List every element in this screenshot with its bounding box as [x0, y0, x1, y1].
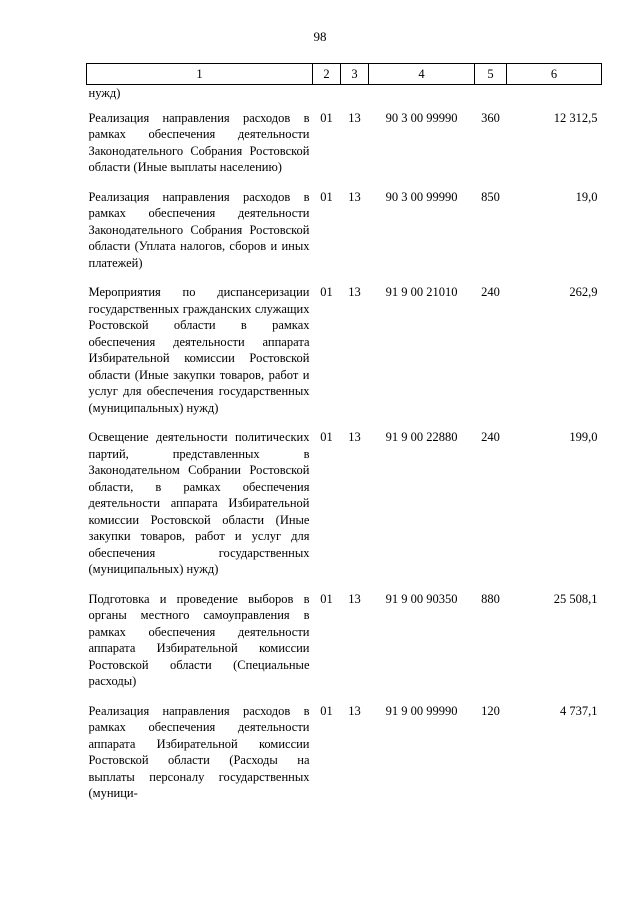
header-col-5: 5	[475, 64, 507, 85]
row-amount: 262,9	[569, 285, 598, 299]
table-row	[87, 429, 602, 591]
row-amount: 12 312,5	[553, 110, 598, 125]
row-name: Реализация направления расходов в рамках обеспечения деятельности Законодательного Собрания Ростовской области (Уплата налогов, сборов и иных платежей)	[88, 189, 310, 270]
row-expense-type: 240	[481, 430, 500, 444]
budget-table	[86, 63, 602, 815]
row-subsection: 13	[348, 110, 361, 125]
row-section: 01	[320, 703, 333, 718]
row-name: Подготовка и проведение выборов в органы местного самоуправления в рамках обеспечения деятельности аппарата Избирательной комиссии Ростовской области (Специальные расходы)	[88, 591, 310, 688]
row-amount	[507, 85, 602, 110]
row-target-code: 90 3 00 99990	[385, 189, 458, 204]
row-subsection: 13	[348, 703, 361, 718]
row-expense-type: 360	[481, 110, 500, 125]
row-name: Реализация направления расходов в рамках обеспечения деятельности Законодательного Собрания Ростовской области (Иные выплаты населению)	[88, 110, 310, 174]
row-expense-type: 240	[481, 285, 500, 299]
row-amount: 199,0	[569, 430, 598, 444]
row-section: 01	[320, 285, 333, 299]
header-col-6: 6	[507, 64, 602, 85]
row-name: нужд)	[88, 86, 121, 100]
row-section: 01	[320, 110, 333, 125]
row-name: Мероприятия по диспансеризации государственных гражданских служащих Ростовской области в рамках обеспечения деятельности аппарата Избирательной комиссии Ростовской области (Иные закупки товаров, работ и услуг для обеспечения государственных (муниципальных) нужд)	[88, 285, 310, 415]
row-section: 01	[320, 430, 333, 444]
table-row	[87, 284, 602, 429]
row-section: 01	[320, 591, 333, 606]
row-expense-type: 880	[481, 591, 500, 606]
row-subsection: 13	[348, 430, 361, 444]
row-target-code: 91 9 00 21010	[385, 285, 458, 299]
row-amount: 19,0	[575, 189, 598, 204]
row-subsection: 13	[348, 285, 361, 299]
row-subsection: 13	[348, 189, 361, 204]
row-amount: 4 737,1	[560, 703, 598, 718]
row-expense-type: 850	[481, 189, 500, 204]
header-col-2: 2	[313, 64, 341, 85]
row-target-code: 91 9 00 90350	[385, 591, 458, 606]
header-col-4: 4	[369, 64, 475, 85]
row-name: Освещение деятельности политических партий, представленных в Законодательном Собрании Ростовской области, в рамках обеспечения деятельности аппарата Избирательной комиссии Ростовской области (Иные закупки товаров, работ и услуг для обеспечения государственных (муниципальных) нужд)	[88, 430, 310, 576]
row-target-code: 91 9 00 99990	[385, 703, 458, 718]
header-col-1: 1	[87, 64, 313, 85]
header-col-3: 3	[341, 64, 369, 85]
row-section	[313, 85, 341, 110]
page-number: 98	[313, 29, 327, 44]
row-subsection: 13	[348, 591, 361, 606]
table-row	[87, 591, 602, 703]
table-row	[87, 85, 602, 110]
row-section: 01	[320, 189, 333, 204]
table-row	[87, 189, 602, 285]
row-subsection	[341, 85, 369, 110]
row-target-code: 90 3 00 99990	[385, 110, 458, 125]
table-row	[87, 110, 602, 189]
row-target-code	[369, 85, 475, 110]
row-amount: 25 508,1	[553, 591, 598, 606]
row-expense-type	[475, 85, 507, 110]
table-row	[87, 703, 602, 815]
row-target-code: 91 9 00 22880	[385, 430, 458, 444]
row-name: Реализация направления расходов в рамках обеспечения деятельности аппарата Избирательной комиссии Ростовской области (Расходы на выплаты персоналу государственных (муници-	[88, 703, 310, 800]
table-header-row	[87, 64, 602, 85]
row-expense-type: 120	[481, 703, 500, 718]
